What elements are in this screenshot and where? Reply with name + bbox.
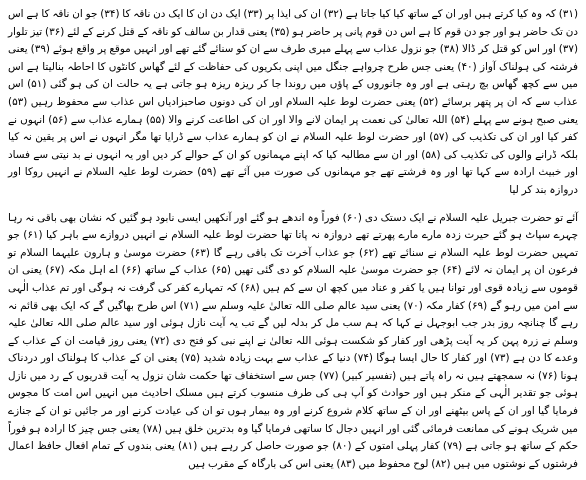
paragraph-one: (۳۱) کہ وہ کیا کرتے ہیں اور ان کے ساتھ کیا کیا جاتا ہے (۳۲) ان کی ایذا پر (۳۳) ایک دن ان کا ایک دن ناقہ کا (۳۴) جو ان ناقہ کا ہے اس دن تک حاضر ہو اور جو دن قوم کا ہے اس دن قوم پانی پر حاضر ہو (۳۵) یعنی قدار بن سالف کو ناقہ کے قتل کرنے کے لئے (۳۶) تیز تلوار (۳۷) اور اس کو قتل کر ڈالا (۳۸) جو نزول عذاب سے پہلے میری طرف سے ان کو سنائے گئے تھے اور انہیں موقع پر واقع ہوئے (۳۹) یعنی فرشتہ کی ہولناک آواز (۴۰) یعنی جس طرح چرواہے جنگل میں اپنی بکریوں کی حفاظت کے لئے گھاس کانٹوں کا احاطہ بنالیتا ہے اس میں سے کچھ گھاس بچ رہتی ہے اور وہ جانوروں کے پاؤں میں روندا جا کر ریزہ ریزہ ہو جاتی ہے یہ حالت ان کی ہو گئی (۵۱) اس عذاب سے کہ ان پر پتھر برسائے (۵۲) یعنی حضرت لوط علیہ السلام اور ان کی دونوں صاحبزادیاں اس عذاب سے محفوظ رہیں (۵۳) یعنی صبح ہونے سے پہلے (۵۴) اللہ تعالیٰ کی نعمت پر ایمان لانے والا اور ان کی اطاعت کرنے والا (۵۵) ہمارے عذاب سے (۵۶) انہوں نے کفر کیا اور ان کی تکذیب کی (۵۷) اور حضرت لوط علیہ السلام نے ان کو ہمارے عذاب سے ڈرایا تھا مگر انہوں نے اس پر یقین نہ کیا بلکہ ڈرانے والوں کی تکذیب کی (۵۸) اور ان سے مطالبہ کیا کہ اپنے مہمانوں کو ان کے حوالے کر دیں اور یہ انہوں نے بد نیتی سے فساد اور خبیث ارادہ سے کہا تھا اور وہ فرشتے تھے جو مہمانوں کی صورت میں آئے تھے (۵۹) حضرت لوط علیہ السلام نے انہیں روکا اور دروازہ بند کر لیا (8, 8, 578, 196)
paragraph-gap (8, 200, 578, 210)
paragraph-two: آئے تو حضرت جبریل علیہ السلام نے ایک دستک دی (۶۰) فوراً وہ اندھے ہو گئے اور آنکھیں ایسی نابود ہو گئیں کہ نشان بھی باقی نہ رہا چہرے سپاٹ ہو گئے حیرت زدہ مارے مارے پھرتے تھے دروازہ نہ پاتا تھا حضرت لوط علیہ السلام نے انہیں دروازے سے باہر کیا (۶۱) جو تمہیں حضرت لوط علیہ السلام نے سنائے تھے (۶۲) جو عذاب آخرت تک باقی رہے گا (۶۳) حضرت موسیٰ و ہارون علیہما السلام تو فرعون ان پر ایمان نہ لائے (۶۴) جو حضرت موسیٰ علیہ السلام کو دی گئی تھیں (۶۵) عذاب کے ساتھ (۶۶) اے اہل مکہ (۶۷) یعنی ان قوموں سے زیادہ قوی اور توانا ہیں یا کفر و عناد میں کچھ ان سے کم ہیں (۶۸) کہ تمہارے کفر کی گرفت نہ ہوگی اور تم عذاب الٰہی سے امن میں رہو گے (۶۹) کفار مکہ (۷۰) یعنی سید عالم صلی اللہ تعالیٰ علیہ وسلم سے (۷۱) اس طرح بھاگیں گے کہ ایک بھی قائم نہ رہے گا چنانچہ روز بدر جب ابوجہل نے کہا کہ ہم سب مل کر بدلہ لیں گے تب یہ آیت نازل ہوئی اور سید عالم صلی اللہ تعالیٰ علیہ وسلم نے زرہ پہن کر یہ آیت پڑھی اور کفار کو شکست ہوئی اللہ تعالیٰ نے اپنے نبی کو فتح دی (۷۲) یعنی روز قیامت ان کے عذاب کے وعدے کا دن ہے (۷۳) اور کفار کا حال ایسا ہوگا (۷۴) دنیا کے عذاب سے بہت زیادہ شدید (۷۵) یعنی ان کے عذاب کا ہولناک اور دردناک ہونا (۷۶) نہ سمجھتے ہیں نہ راہ پاتے ہیں (تفسیر کبیر) (۷۷) جس سے استخفاف تھا حکمت شان نزول یہ آیت قدریوں کے رد میں نازل ہوئی جو تقدیر الٰہی کے منکر ہیں اور حوادث کو آپ ہی کی طرف منسوب کرتے ہیں مسلک احادیث میں انہیں اس امت کا مجوس فرمایا گیا اور ان کے پاس بیٹھنے اور ان کے ساتھ کلام شروع کرنے اور وہ بیمار ہوں تو ان کی عیادت کرنے اور مر جائیں تو ان کے جنازے میں شریک ہونے کی ممانعت فرمائی گئی اور انہیں دجال کا ساتھی فرمایا گیا وہ بدترین خلق ہیں (۷۸) یعنی جس چیز کا ارادہ ہو فوراً حکم کے ساتھ ہو جاتی ہے (۷۹) کفار پہلی امتوں کے (۸۰) جو صورت حاصل کر رہے ہیں (۸۱) یعنی بندوں کے تمام افعال حافظ اعمال فرشتوں کے نوشتوں میں ہیں (۸۲) لوح محفوظ میں (۸۳) یعنی اس کی بارگاہ کے مقرب ہیں (8, 211, 578, 470)
